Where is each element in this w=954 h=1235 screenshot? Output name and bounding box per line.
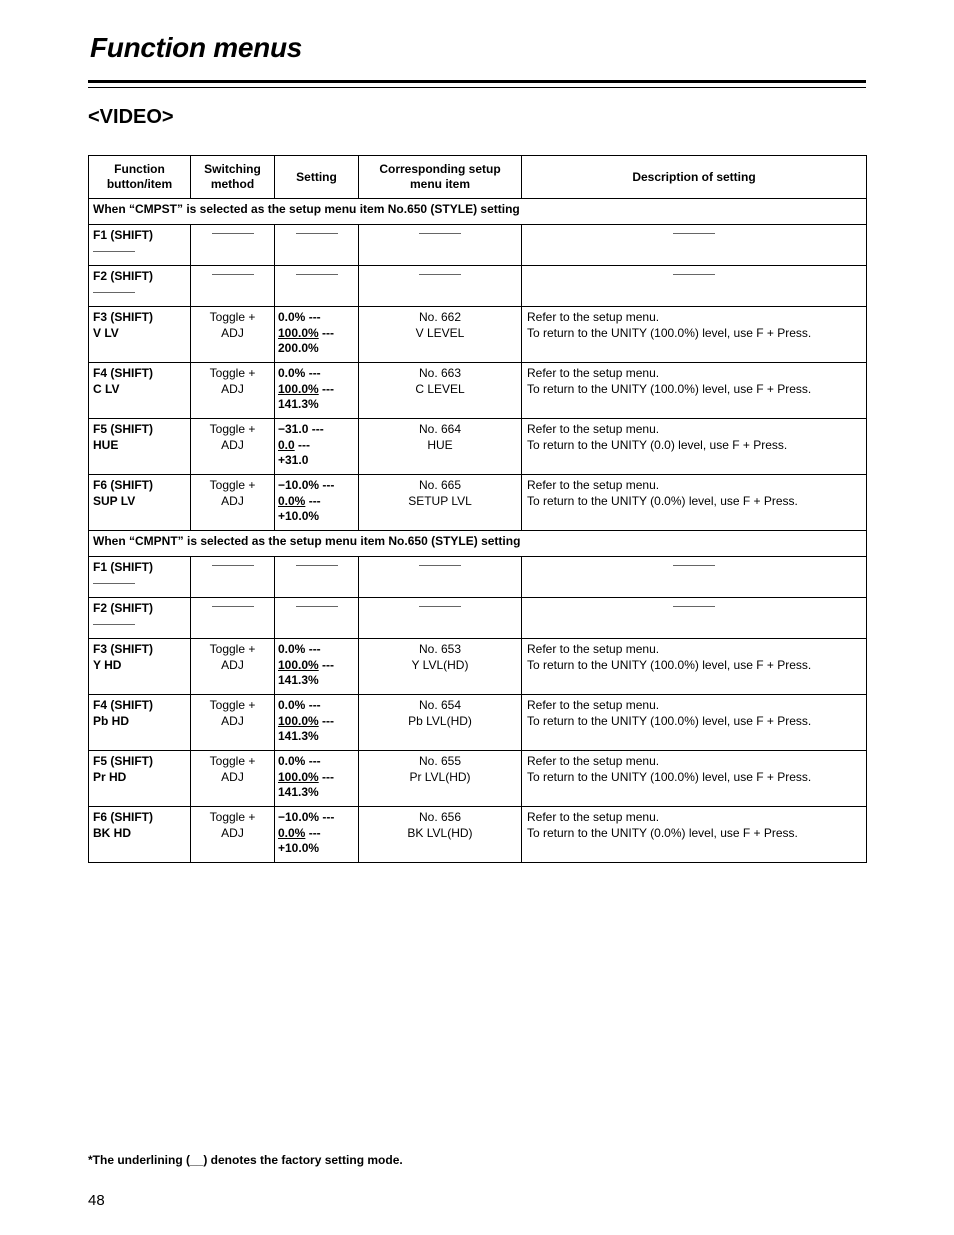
page-title: Function menus [90, 32, 303, 63]
setting-default-value: 100.0% [278, 325, 319, 340]
dash-mark [296, 565, 338, 566]
function-label: F2 (SHIFT) [93, 269, 153, 283]
description-line: To return to the UNITY (0.0) level, use F + Press. [527, 437, 788, 452]
setup-number: No. 665 [418, 478, 462, 492]
setup-cell [359, 639, 522, 695]
switching-cell [191, 695, 275, 751]
switching-cell [191, 639, 275, 695]
dash-mark [212, 606, 254, 607]
setting-default: 100.0% --- [278, 325, 335, 340]
setting-default-value: 0.0% [278, 493, 306, 508]
setting-cell [275, 807, 359, 863]
setting-cell [275, 557, 359, 598]
setup-name: BK LVL(HD) [407, 825, 473, 840]
switching-cell [191, 598, 275, 639]
function-cell [89, 266, 191, 307]
function-cell [89, 639, 191, 695]
table-row [89, 695, 867, 751]
setting-cell [275, 266, 359, 307]
setup-cell [359, 475, 522, 531]
switching-line: ADJ [221, 381, 244, 396]
dash-mark [419, 606, 461, 607]
description-line: Refer to the setup menu. [527, 642, 660, 656]
setup-name: Pb LVL(HD) [408, 713, 472, 728]
description-line: Refer to the setup menu. [527, 698, 660, 712]
dash-mark [93, 624, 135, 625]
item-label: BK HD [93, 825, 131, 840]
dash-mark [212, 565, 254, 566]
setting-cell [275, 751, 359, 807]
function-cell [89, 225, 191, 266]
switching-cell [191, 419, 275, 475]
function-cell [89, 598, 191, 639]
switching-line: Toggle + [209, 698, 256, 712]
function-cell [89, 695, 191, 751]
item-label: Pb HD [93, 713, 129, 728]
setting-min: 0.0% --- [278, 366, 321, 380]
setup-name: V LEVEL [415, 325, 465, 340]
setting-cell [275, 695, 359, 751]
setup-number: No. 663 [418, 366, 462, 380]
description-line: Refer to the setup menu. [527, 810, 660, 824]
table-row [89, 807, 867, 863]
setting-min-value: 0.0% [278, 642, 306, 656]
dash-mark [296, 606, 338, 607]
table-row [89, 598, 867, 639]
table-row [89, 225, 867, 266]
setting-default: 0.0% --- [278, 493, 321, 508]
description-line: To return to the UNITY (100.0%) level, use F + Press. [527, 769, 812, 784]
description-line: Refer to the setup menu. [527, 422, 660, 436]
setup-number: No. 653 [418, 642, 462, 656]
table-row [89, 266, 867, 307]
setup-cell [359, 598, 522, 639]
setting-default-value: 0.0% [278, 825, 306, 840]
setting-min-value: 0.0% [278, 310, 306, 324]
setting-default-value: 100.0% [278, 381, 319, 396]
dash-mark [296, 233, 338, 234]
setting-cell [275, 598, 359, 639]
setup-number: No. 664 [418, 422, 462, 436]
switching-line: Toggle + [209, 422, 256, 436]
setting-max: 141.3% [278, 729, 319, 743]
switching-cell [191, 751, 275, 807]
setting-min: 0.0% --- [278, 310, 321, 324]
dash-mark [419, 274, 461, 275]
description-line: Refer to the setup menu. [527, 366, 660, 380]
setup-number: No. 655 [418, 754, 462, 768]
setting-default-value: 100.0% [278, 713, 319, 728]
setting-default-value: 100.0% [278, 657, 319, 672]
description-cell [522, 419, 867, 475]
switching-cell [191, 475, 275, 531]
description-cell [522, 475, 867, 531]
switching-line: ADJ [221, 493, 244, 508]
function-label: F4 (SHIFT) [93, 366, 153, 380]
description-cell [522, 807, 867, 863]
group-row-cmpnt [89, 531, 867, 557]
item-label: V LV [93, 325, 119, 340]
function-label: F5 (SHIFT) [93, 422, 153, 436]
setup-cell [359, 695, 522, 751]
description-line: To return to the UNITY (100.0%) level, use F + Press. [527, 325, 812, 340]
setup-cell [359, 557, 522, 598]
group-label: When “CMPST” is selected as the setup menu item No.650 (STYLE) setting [89, 199, 867, 225]
switching-line: ADJ [221, 437, 244, 452]
dash-mark [212, 233, 254, 234]
function-label: F6 (SHIFT) [93, 478, 153, 492]
setup-cell [359, 363, 522, 419]
setting-default: 100.0% --- [278, 769, 335, 784]
description-line: Refer to the setup menu. [527, 478, 660, 492]
setting-default-value: 0.0 [278, 437, 295, 452]
page-number: 48 [88, 1192, 105, 1209]
description-line: To return to the UNITY (100.0%) level, use F + Press. [527, 381, 812, 396]
dash-mark [212, 274, 254, 275]
setting-min: −31.0 --- [278, 422, 324, 436]
dash-mark [93, 292, 135, 293]
function-label: F1 (SHIFT) [93, 228, 153, 242]
item-label: SUP LV [93, 493, 136, 508]
switching-line: Toggle + [209, 810, 256, 824]
title-rule-thin [88, 87, 866, 88]
function-cell [89, 419, 191, 475]
dash-mark [296, 274, 338, 275]
footnote: *The underlining (__) denotes the factory setting mode. [88, 1153, 403, 1167]
setting-min-value: 0.0% [278, 698, 306, 712]
title-rule-thick [88, 80, 866, 83]
setting-min-value: −10.0% [278, 478, 320, 492]
dash-mark [673, 274, 715, 275]
description-line: To return to the UNITY (100.0%) level, use F + Press. [527, 713, 812, 728]
setting-cell [275, 363, 359, 419]
setting-cell [275, 475, 359, 531]
switching-line: Toggle + [209, 754, 256, 768]
table-row [89, 307, 867, 363]
switching-line: ADJ [221, 713, 244, 728]
table-row [89, 751, 867, 807]
switching-line: Toggle + [209, 478, 256, 492]
setting-default-value: 100.0% [278, 769, 319, 784]
switching-line: Toggle + [209, 642, 256, 656]
switching-cell [191, 363, 275, 419]
description-line: To return to the UNITY (0.0%) level, use F + Press. [527, 825, 798, 840]
setup-number: No. 662 [418, 310, 462, 324]
description-cell [522, 363, 867, 419]
setup-cell [359, 751, 522, 807]
dash-mark [93, 583, 135, 584]
setting-max: +10.0% [278, 841, 320, 855]
description-cell [522, 557, 867, 598]
item-label: Pr HD [93, 769, 127, 784]
description-cell [522, 266, 867, 307]
setting-min: −10.0% --- [278, 478, 335, 492]
setting-cell [275, 639, 359, 695]
switching-cell [191, 557, 275, 598]
setting-max: 141.3% [278, 673, 319, 687]
item-label: C LV [93, 381, 120, 396]
setting-max: 200.0% [278, 341, 319, 355]
item-label: HUE [93, 437, 119, 452]
switching-line: ADJ [221, 825, 244, 840]
function-cell [89, 307, 191, 363]
setting-default: 100.0% --- [278, 657, 335, 672]
setting-default: 100.0% --- [278, 713, 335, 728]
table-row [89, 557, 867, 598]
setup-cell [359, 807, 522, 863]
dash-mark [673, 606, 715, 607]
setting-min-value: 0.0% [278, 754, 306, 768]
setup-name: C LEVEL [415, 381, 465, 396]
description-line: Refer to the setup menu. [527, 754, 660, 768]
switching-cell [191, 807, 275, 863]
setting-max: +10.0% [278, 509, 320, 523]
setting-min: 0.0% --- [278, 754, 321, 768]
item-label: Y HD [93, 657, 122, 672]
setting-min: 0.0% --- [278, 642, 321, 656]
switching-line: Toggle + [209, 366, 256, 380]
setup-cell [359, 419, 522, 475]
function-label: F3 (SHIFT) [93, 642, 153, 656]
description-cell [522, 225, 867, 266]
setting-max: 141.3% [278, 397, 319, 411]
group-row-cmpst [89, 199, 867, 225]
dash-mark [93, 251, 135, 252]
table-row [89, 639, 867, 695]
header-setting: Setting [275, 156, 359, 199]
setting-min-value: −31.0 [278, 422, 309, 436]
table-row [89, 475, 867, 531]
setup-number: No. 656 [418, 810, 462, 824]
setting-max: 141.3% [278, 785, 319, 799]
setup-name: HUE [427, 437, 453, 452]
function-label: F1 (SHIFT) [93, 560, 153, 574]
description-line: Refer to the setup menu. [527, 310, 660, 324]
setup-name: SETUP LVL [408, 493, 472, 508]
dash-mark [673, 233, 715, 234]
table-header-row [89, 156, 867, 199]
setup-name: Pr LVL(HD) [409, 769, 471, 784]
dash-mark [673, 565, 715, 566]
header-description: Description of setting [522, 156, 867, 199]
dash-mark [419, 233, 461, 234]
description-cell [522, 751, 867, 807]
function-label: F2 (SHIFT) [93, 601, 153, 615]
setting-max: +31.0 [278, 453, 309, 467]
switching-line: ADJ [221, 769, 244, 784]
setting-default: 0.0 --- [278, 437, 311, 452]
setting-cell [275, 307, 359, 363]
description-line: To return to the UNITY (100.0%) level, use F + Press. [527, 657, 812, 672]
description-cell [522, 307, 867, 363]
table-row [89, 363, 867, 419]
setup-number: No. 654 [418, 698, 462, 712]
function-label: F4 (SHIFT) [93, 698, 153, 712]
function-label: F5 (SHIFT) [93, 754, 153, 768]
switching-cell [191, 266, 275, 307]
description-cell [522, 639, 867, 695]
header-function: Function button/item [89, 156, 191, 199]
setting-min: −10.0% --- [278, 810, 335, 824]
dash-mark [419, 565, 461, 566]
setup-name: Y LVL(HD) [411, 657, 469, 672]
description-line: To return to the UNITY (0.0%) level, use F + Press. [527, 493, 798, 508]
function-cell [89, 557, 191, 598]
function-cell [89, 751, 191, 807]
setting-default: 0.0% --- [278, 825, 321, 840]
setting-min: 0.0% --- [278, 698, 321, 712]
setting-min-value: −10.0% [278, 810, 320, 824]
setting-cell [275, 419, 359, 475]
switching-line: Toggle + [209, 310, 256, 324]
function-cell [89, 807, 191, 863]
section-title: <VIDEO> [88, 106, 174, 128]
description-cell [522, 598, 867, 639]
table-row [89, 419, 867, 475]
setup-cell [359, 225, 522, 266]
switching-cell [191, 307, 275, 363]
setting-cell [275, 225, 359, 266]
setting-default: 100.0% --- [278, 381, 335, 396]
switching-line: ADJ [221, 657, 244, 672]
function-menu-table [88, 155, 867, 863]
setting-min-value: 0.0% [278, 366, 306, 380]
function-cell [89, 475, 191, 531]
description-cell [522, 695, 867, 751]
setup-cell [359, 266, 522, 307]
function-label: F6 (SHIFT) [93, 810, 153, 824]
switching-line: ADJ [221, 325, 244, 340]
header-switching: Switching method [191, 156, 275, 199]
function-label: F3 (SHIFT) [93, 310, 153, 324]
setup-cell [359, 307, 522, 363]
function-cell [89, 363, 191, 419]
switching-cell [191, 225, 275, 266]
group-label: When “CMPNT” is selected as the setup menu item No.650 (STYLE) setting [89, 531, 867, 557]
header-setup: Corresponding setup menu item [359, 156, 522, 199]
